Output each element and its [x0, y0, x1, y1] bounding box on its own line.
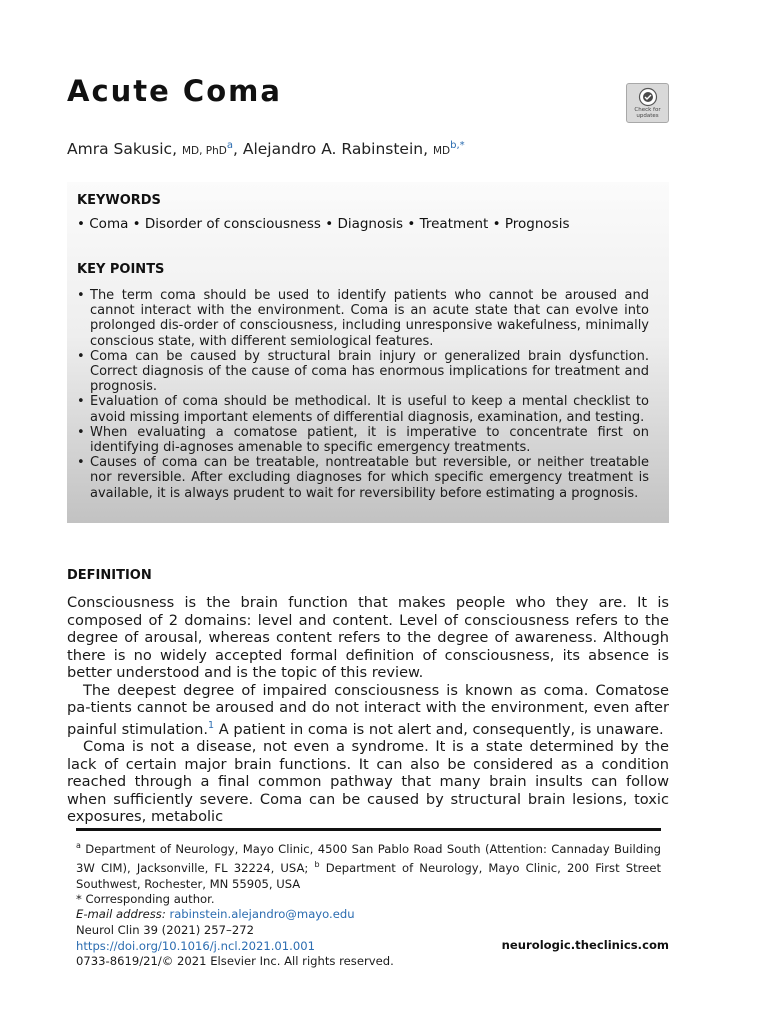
list-item — [77, 288, 649, 349]
key-point-text: Coma can be caused by structural brain injury or generalized brain dysfunction. Correct diagnosis of the cause of coma has enormous implications for treatment and prognosis. — [90, 348, 649, 395]
author-separator: , — [232, 140, 243, 158]
footnotes — [76, 838, 661, 922]
affiliations — [76, 838, 661, 892]
key-point-text: The term coma should be used to identify patients who cannot be aroused and cannot interact with the environment. Coma is an acute state that can evolve into prolonged dis-order of consciousness, including unresponsive wakefulness, minimally conscious state, with different semiological features. — [90, 288, 649, 349]
keywords-heading: KEYWORDS — [77, 193, 161, 208]
corresponding-author: * Corresponding author. — [76, 891, 215, 906]
check-for-updates-button[interactable] — [626, 83, 669, 123]
author-2-degree: MD — [432, 145, 451, 157]
definition-heading: DEFINITION — [67, 568, 152, 583]
key-point-text: When evaluating a comatose patient, it is imperative to concentrate first on identifying di-agnoses amenable to specific emergency treatments. — [90, 424, 649, 456]
email-label: E-mail address: — [76, 907, 166, 922]
list-item — [77, 425, 649, 455]
author-1-name: Amra Sakusic, — [67, 140, 177, 158]
badge-line2: updates — [636, 113, 659, 119]
key-points-list — [77, 288, 649, 501]
author-1-degree: MD, PhD — [181, 145, 227, 157]
paragraph-2 — [67, 682, 669, 739]
affiliation-a: Department of Neurology, Mayo Clinic, 4500 San Pablo Road South (Attention: Cannaday Building 3W CIM), Jacksonville, FL 32224, USA; — [76, 842, 661, 876]
footnote-divider — [76, 828, 661, 831]
author-2-name: Alejandro A. Rabinstein, — [242, 140, 429, 158]
bullet-icon: • — [77, 424, 85, 440]
paragraph-1: Consciousness is the brain function that makes people who they are. It is composed of 2 domains: level and content. Level of consciousness refers to the degree of arousal, whereas content refers to the degree of awareness. Although there is no widely accepted formal definition of consciousness, its absence is better understood and is the topic of this review. — [67, 594, 669, 681]
email-link[interactable]: rabinstein.alejandro@mayo.edu — [169, 907, 355, 922]
keywords-keypoints-box — [67, 182, 669, 523]
article-title: Acute Coma — [67, 74, 282, 108]
citation-link[interactable]: 1 — [208, 719, 215, 731]
paragraph-3: Coma is not a disease, not even a syndrome. It is a state determined by the lack of certain major brain functions. It can also be considered as a condition reached through a final common pathway that many brain insults can follow when sufficiently severe. Coma can be caused by structural brain lesions, toxic exposures, metabolic — [67, 738, 669, 825]
email-line — [76, 907, 661, 922]
key-point-text: Causes of coma can be treatable, nontreatable but reversible, or neither treatable nor reversible. After excluding diagnoses for which specific emergency treatment is available, it is always prudent to wait for reversibility before estimating a prognosis. — [90, 455, 649, 501]
list-item — [77, 394, 649, 424]
bullet-icon: • — [77, 455, 85, 471]
definition-body — [67, 594, 669, 826]
key-points-heading: KEY POINTS — [77, 262, 165, 277]
author-line — [67, 140, 465, 158]
affiliation-b: Department of Neurology, Mayo Clinic, 200 First Street Southwest, Rochester, MN 55905, USA — [76, 861, 661, 891]
bullet-icon: • — [77, 288, 85, 303]
check-updates-icon — [638, 87, 658, 107]
affiliation-a-mark: a — [76, 841, 81, 850]
bullet-icon: • — [77, 394, 85, 410]
paragraph-2-text-b: A patient in coma is not alert and, consequently, is unaware. — [214, 720, 664, 738]
author-2-affiliation-mark[interactable]: b,* — [450, 140, 465, 151]
publication-meta — [76, 923, 394, 970]
doi-link[interactable]: https://doi.org/10.1016/j.ncl.2021.01.001 — [76, 938, 315, 953]
keywords-list: • Coma • Disorder of consciousness • Diagnosis • Treatment • Prognosis — [77, 216, 570, 232]
affiliation-b-mark: b — [314, 860, 320, 870]
bullet-icon: • — [77, 348, 85, 364]
badge-line1: Check for — [634, 107, 661, 113]
list-item — [77, 455, 649, 501]
list-item — [77, 349, 649, 395]
copyright: 0733-8619/21/© 2021 Elsevier Inc. All rights reserved. — [76, 954, 394, 968]
journal-site-link[interactable]: neurologic.theclinics.com — [501, 938, 669, 952]
journal-citation: Neurol Clin 39 (2021) 257–272 — [76, 923, 254, 937]
key-point-text: Evaluation of coma should be methodical. It is useful to keep a mental checklist to avoid missing important elements of differential diagnosis, examination, and testing. — [90, 394, 649, 425]
author-1-affiliation-mark[interactable]: a — [226, 140, 233, 151]
paragraph-2-text-a: The deepest degree of impaired consciousness is known as coma. Comatose pa-tients cannot be aroused and do not interact with the environment, even after painful stimulation. — [67, 681, 669, 738]
